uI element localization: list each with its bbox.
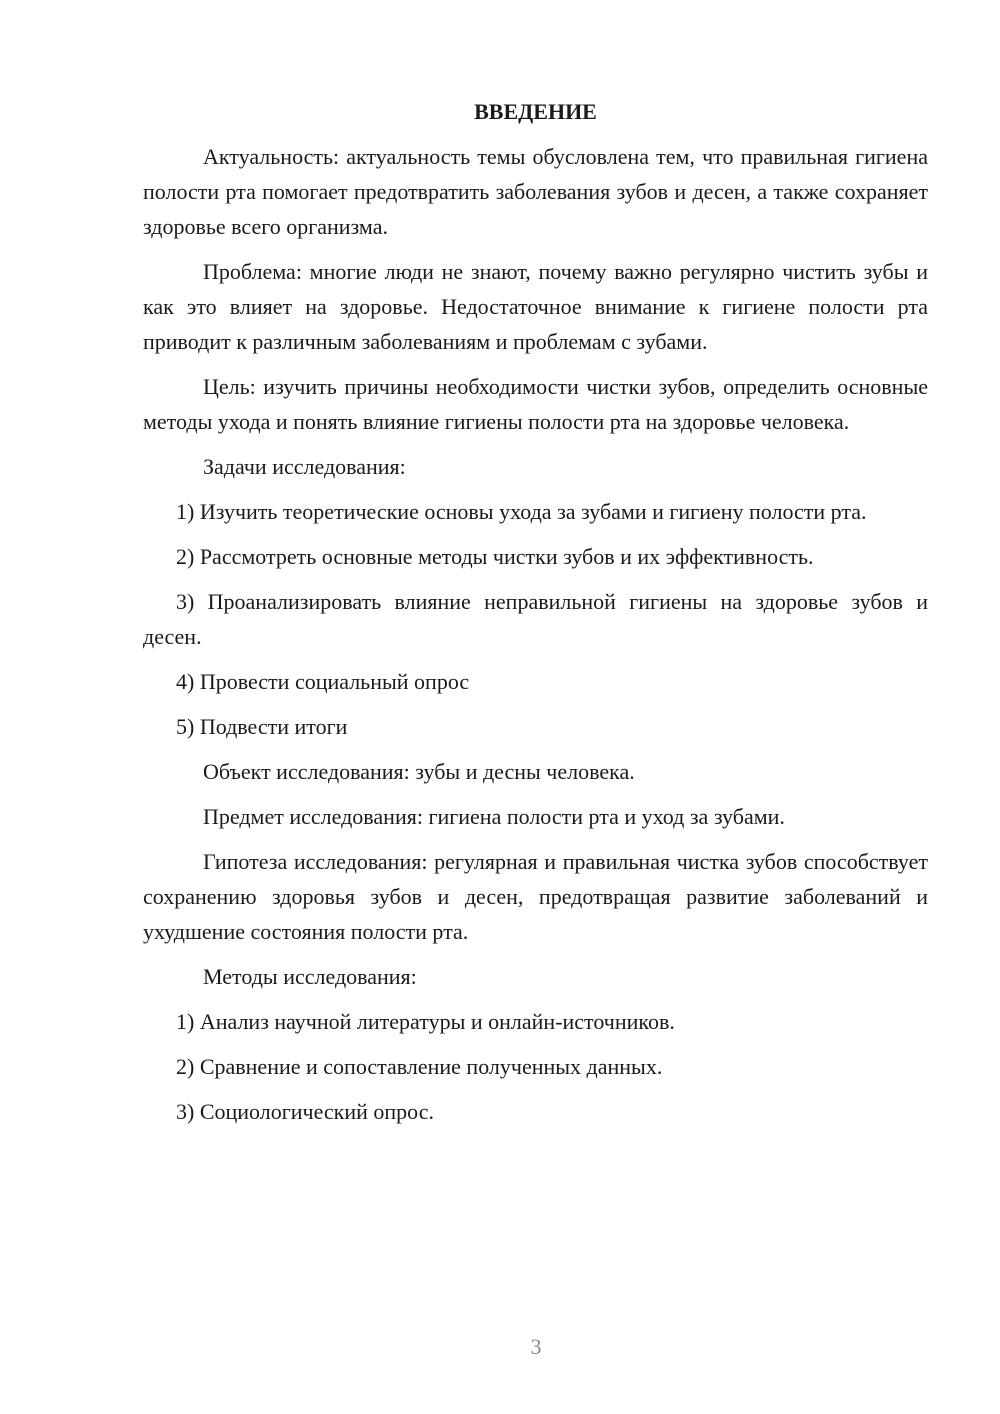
paragraph-problem: Проблема: многие люди не знают, почему важно регулярно чистить зубы и как это влияет на здоровье. Недостаточное внимание к гигиене полости рта приводит к различным заболеваниям и проблемам с зубами. xyxy=(143,259,928,354)
paragraph-object: Объект исследования: зубы и десны человека. xyxy=(203,759,635,784)
method-item: 1) Анализ научной литературы и онлайн-источников. xyxy=(176,1009,675,1034)
task-item: 4) Провести социальный опрос xyxy=(176,669,470,694)
paragraph-relevance: Актуальность: актуальность темы обусловлена тем, что правильная гигиена полости рта помогает предотвратить заболевания зубов и десен, а также сохраняет здоровье всего организма. xyxy=(143,144,928,239)
paragraph-tasks-intro: Задачи исследования: xyxy=(203,454,406,479)
paragraph-methods-intro: Методы исследования: xyxy=(203,964,417,989)
task-item: 1) Изучить теоретические основы ухода за зубами и гигиену полости рта. xyxy=(176,499,867,524)
task-item: 3) Проанализировать влияние неправильной гигиены на здоровье зубов и десен. xyxy=(143,589,928,649)
paragraph-subject: Предмет исследования: гигиена полости рта и уход за зубами. xyxy=(203,804,785,829)
paragraph-hypothesis: Гипотеза исследования: регулярная и правильная чистка зубов способствует сохранению здоровья зубов и десен, предотвращая развитие заболеваний и ухудшение состояния полости рта. xyxy=(143,849,928,944)
task-item: 2) Рассмотреть основные методы чистки зубов и их эффективность. xyxy=(176,544,814,569)
method-item: 2) Сравнение и сопоставление полученных данных. xyxy=(176,1054,663,1079)
page-number: 3 xyxy=(530,1334,542,1359)
paragraph-goal: Цель: изучить причины необходимости чистки зубов, определить основные методы ухода и понять влияние гигиены полости рта на здоровье человека. xyxy=(143,374,928,434)
task-item: 5) Подвести итоги xyxy=(176,714,348,739)
page-content xyxy=(143,94,928,1139)
method-item: 3) Социологический опрос. xyxy=(176,1099,434,1124)
section-heading: ВВЕДЕНИЕ xyxy=(474,99,597,124)
